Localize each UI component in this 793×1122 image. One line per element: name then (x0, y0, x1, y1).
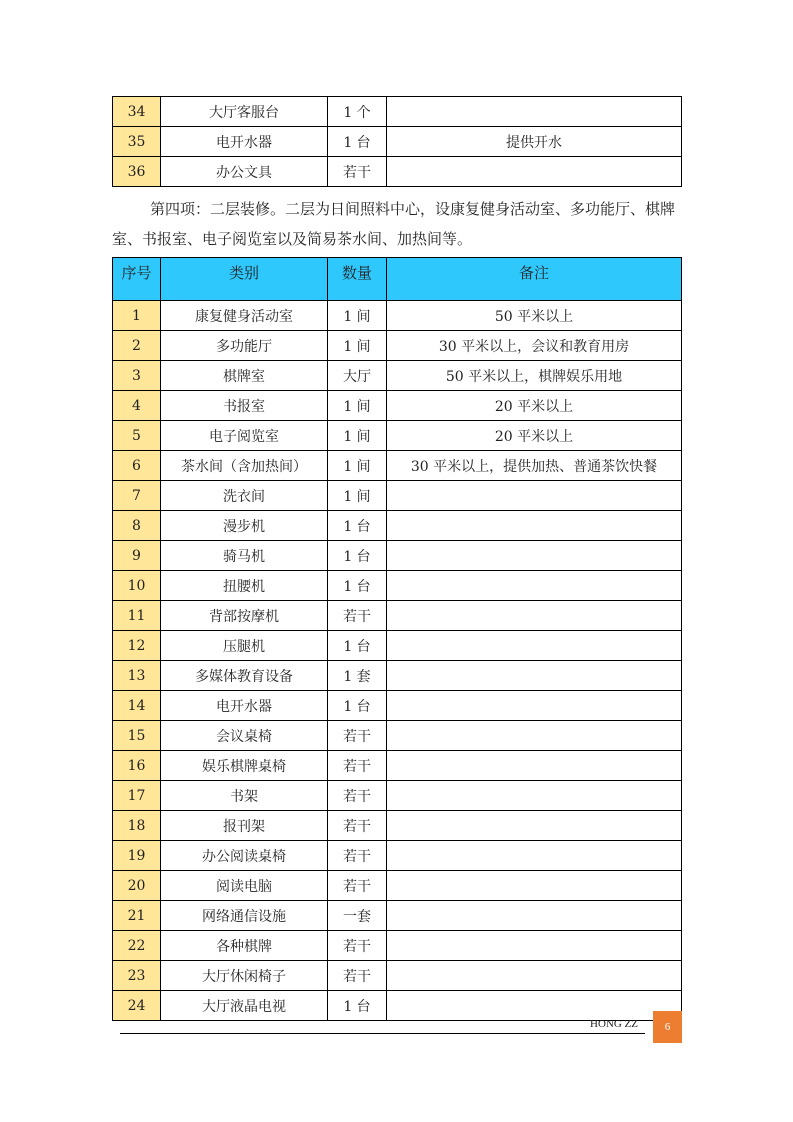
equipment-table-continued (112, 96, 682, 187)
quantity: 1 间 (328, 391, 387, 421)
table-row (113, 901, 682, 931)
footer-divider (120, 1033, 645, 1034)
second-floor-table (112, 257, 682, 1021)
footer-text: HONG ZZ (590, 1018, 638, 1030)
table-row (113, 157, 682, 187)
row-number: 21 (113, 901, 161, 931)
table-row (113, 481, 682, 511)
table-row (113, 541, 682, 571)
note (387, 991, 682, 1021)
quantity: 1 套 (328, 661, 387, 691)
note (387, 511, 682, 541)
note (387, 631, 682, 661)
quantity: 一套 (328, 901, 387, 931)
row-number: 17 (113, 781, 161, 811)
table-row (113, 931, 682, 961)
item-name: 大厅客服台 (161, 97, 328, 127)
quantity: 1 间 (328, 421, 387, 451)
header-item: 类别 (161, 258, 328, 301)
row-number: 2 (113, 331, 161, 361)
quantity: 1 间 (328, 451, 387, 481)
item-name: 办公文具 (161, 157, 328, 187)
note: 50 平米以上，棋牌娱乐用地 (387, 361, 682, 391)
table-row (113, 991, 682, 1021)
item-name: 茶水间（含加热间） (161, 451, 328, 481)
note (387, 541, 682, 571)
table-row (113, 811, 682, 841)
quantity: 若干 (328, 811, 387, 841)
header-note: 备注 (387, 258, 682, 301)
quantity: 1 个 (328, 97, 387, 127)
row-number: 22 (113, 931, 161, 961)
item-name: 各种棋牌 (161, 931, 328, 961)
item-name: 电子阅览室 (161, 421, 328, 451)
table-row (113, 871, 682, 901)
item-name: 压腿机 (161, 631, 328, 661)
row-number: 6 (113, 451, 161, 481)
row-number: 9 (113, 541, 161, 571)
row-number: 34 (113, 97, 161, 127)
row-number: 16 (113, 751, 161, 781)
table-row (113, 301, 682, 331)
table-row (113, 127, 682, 157)
quantity: 1 台 (328, 571, 387, 601)
table-row (113, 511, 682, 541)
row-number: 13 (113, 661, 161, 691)
note: 20 平米以上 (387, 421, 682, 451)
item-name: 大厅液晶电视 (161, 991, 328, 1021)
row-number: 8 (113, 511, 161, 541)
table-row (113, 361, 682, 391)
row-number: 14 (113, 691, 161, 721)
row-number: 35 (113, 127, 161, 157)
table-row (113, 421, 682, 451)
note (387, 781, 682, 811)
table-row (113, 97, 682, 127)
note (387, 571, 682, 601)
table-row (113, 721, 682, 751)
item-name: 漫步机 (161, 511, 328, 541)
row-number: 18 (113, 811, 161, 841)
table-row (113, 841, 682, 871)
row-number: 23 (113, 961, 161, 991)
page-number: 6 (653, 1011, 682, 1043)
note (387, 871, 682, 901)
quantity: 1 台 (328, 691, 387, 721)
item-name: 电开水器 (161, 127, 328, 157)
row-number: 24 (113, 991, 161, 1021)
item-name: 办公阅读桌椅 (161, 841, 328, 871)
table-row (113, 661, 682, 691)
row-number: 1 (113, 301, 161, 331)
note: 30 平米以上，会议和教育用房 (387, 331, 682, 361)
note (387, 901, 682, 931)
note (387, 841, 682, 871)
note (387, 97, 682, 127)
item-name: 大厅休闲椅子 (161, 961, 328, 991)
quantity: 1 台 (328, 127, 387, 157)
note (387, 661, 682, 691)
item-name: 扭腰机 (161, 571, 328, 601)
quantity: 1 间 (328, 301, 387, 331)
quantity: 若干 (328, 841, 387, 871)
note (387, 691, 682, 721)
quantity: 若干 (328, 601, 387, 631)
item-name: 多功能厅 (161, 331, 328, 361)
item-name: 电开水器 (161, 691, 328, 721)
section-paragraph: 第四项：二层装修。二层为日间照料中心，设康复健身活动室、多功能厅、棋牌室、书报室、电子阅览室以及简易茶水间、加热间等。 (112, 200, 676, 248)
table-row (113, 571, 682, 601)
item-name: 网络通信设施 (161, 901, 328, 931)
item-name: 娱乐棋牌桌椅 (161, 751, 328, 781)
header-no: 序号 (113, 258, 161, 301)
item-name: 书报室 (161, 391, 328, 421)
note: 30 平米以上，提供加热、普通茶饮快餐 (387, 451, 682, 481)
row-number: 11 (113, 601, 161, 631)
quantity: 若干 (328, 721, 387, 751)
quantity: 若干 (328, 157, 387, 187)
quantity: 1 间 (328, 331, 387, 361)
row-number: 4 (113, 391, 161, 421)
row-number: 3 (113, 361, 161, 391)
quantity: 若干 (328, 871, 387, 901)
item-name: 背部按摩机 (161, 601, 328, 631)
item-name: 骑马机 (161, 541, 328, 571)
note (387, 751, 682, 781)
quantity: 若干 (328, 781, 387, 811)
header-qty: 数量 (328, 258, 387, 301)
item-name: 棋牌室 (161, 361, 328, 391)
quantity: 1 间 (328, 481, 387, 511)
table-row (113, 691, 682, 721)
row-number: 12 (113, 631, 161, 661)
note: 50 平米以上 (387, 301, 682, 331)
row-number: 5 (113, 421, 161, 451)
item-name: 阅读电脑 (161, 871, 328, 901)
quantity: 1 台 (328, 511, 387, 541)
row-number: 15 (113, 721, 161, 751)
item-name: 会议桌椅 (161, 721, 328, 751)
note (387, 721, 682, 751)
item-name: 报刊架 (161, 811, 328, 841)
table-row (113, 451, 682, 481)
table-row (113, 601, 682, 631)
row-number: 7 (113, 481, 161, 511)
item-name: 多媒体教育设备 (161, 661, 328, 691)
row-number: 20 (113, 871, 161, 901)
note: 提供开水 (387, 127, 682, 157)
item-name: 洗衣间 (161, 481, 328, 511)
table-row (113, 631, 682, 661)
table-header-row (113, 258, 682, 301)
note (387, 811, 682, 841)
table-row (113, 331, 682, 361)
note (387, 601, 682, 631)
note: 20 平米以上 (387, 391, 682, 421)
row-number: 19 (113, 841, 161, 871)
table-row (113, 391, 682, 421)
quantity: 若干 (328, 751, 387, 781)
quantity: 1 台 (328, 631, 387, 661)
note (387, 961, 682, 991)
table-row (113, 781, 682, 811)
item-name: 康复健身活动室 (161, 301, 328, 331)
quantity: 若干 (328, 961, 387, 991)
row-number: 36 (113, 157, 161, 187)
item-name: 书架 (161, 781, 328, 811)
quantity: 若干 (328, 931, 387, 961)
quantity: 1 台 (328, 991, 387, 1021)
quantity: 大厅 (328, 361, 387, 391)
table-row (113, 961, 682, 991)
row-number: 10 (113, 571, 161, 601)
table-row (113, 751, 682, 781)
note (387, 157, 682, 187)
note (387, 931, 682, 961)
quantity: 1 台 (328, 541, 387, 571)
note (387, 481, 682, 511)
